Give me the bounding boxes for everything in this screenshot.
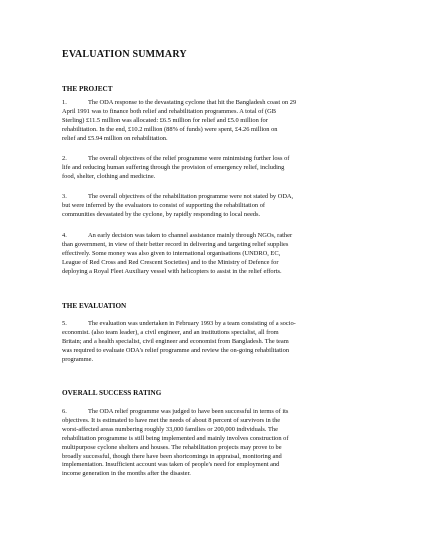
paragraph-line: but were inferred by the evaluators to consist of supporting the rehabilitation of — [62, 201, 266, 209]
paragraph-line: life and reducing human suffering through the provision of emergency relief, including — [62, 163, 285, 171]
paragraph-line: economist. (also team leader), a civil engineer, and an institutions specialist, all from — [62, 328, 279, 336]
section-heading-overall-success-rating: OVERALL SUCCESS RATING — [62, 389, 162, 397]
paragraph-number: 5. — [62, 320, 67, 327]
paragraph-line: communities devastated by the cyclone, by rapidly responding to local needs. — [62, 210, 261, 218]
paragraph-3 — [62, 193, 362, 220]
paragraph-line: programme. — [62, 355, 94, 363]
paragraph-line: objectives. It is estimated to have met the needs of about 8 percent of survivors in the — [62, 416, 281, 424]
paragraph-4 — [62, 232, 362, 277]
section-heading-the-project: THE PROJECT — [62, 85, 113, 93]
paragraph-line: worst-affected areas numbering roughly 33,000 families or 200,000 individuals. The — [62, 425, 278, 433]
paragraph-5 — [62, 320, 362, 365]
paragraph-line: relief and £5.94 million on rehabilitation. — [62, 134, 168, 142]
paragraph-line: multipurpose cyclone shelters and houses. The rehabilitation projects may prove to be — [62, 443, 282, 451]
paragraph-line: than government, in view of their better record in delivering and targeting relief supplies — [62, 240, 289, 248]
document-title: EVALUATION SUMMARY — [62, 49, 187, 60]
paragraph-number: 2. — [62, 155, 67, 162]
paragraph-line: implementation. Insufficient account was taken of people's need for employment and — [62, 461, 280, 469]
paragraph-line: income generation in the months after the disaster. — [62, 470, 191, 478]
paragraph-number: 1. — [62, 99, 67, 106]
paragraph-number: 4. — [62, 232, 67, 239]
paragraph-line: League of Red Cross and Red Crescent Societies) and to the Ministry of Defence for — [62, 258, 279, 266]
paragraph-line: An early decision was taken to channel assistance mainly through NGOs, rather — [88, 232, 293, 239]
paragraph-line: rehabilitation. In the end, £10.2 million (88% of funds) were spent, £4.26 million on — [62, 125, 278, 133]
paragraph-line: broadly successful, though there have been shortcomings in appraisal, monitoring and — [62, 452, 282, 460]
paragraph-line: The ODA relief programme was judged to have been successful in terms of its — [88, 408, 289, 415]
paragraph-line: Britain; and a health specialist, civil engineer and economist from Bangladesh. The team — [62, 337, 289, 345]
paragraph-line: Sterling) £11.5 million was allocated: £6.5 million for relief and £5.0 million for — [62, 116, 268, 124]
paragraph-line: The ODA response to the devastating cyclone that hit the Bangladesh coast on 29 — [88, 99, 297, 106]
paragraph-number: 6. — [62, 408, 67, 415]
paragraph-line: April 1991 was to finance both relief and rehabilitation programmes. A total of (GB — [62, 107, 277, 115]
section-heading-the-evaluation: THE EVALUATION — [62, 302, 127, 310]
paragraph-6 — [62, 408, 362, 479]
paragraph-line: The overall objectives of the rehabilitation programme were not stated by ODA, — [88, 193, 294, 200]
paragraph-number: 3. — [62, 193, 67, 200]
paragraph-1 — [62, 99, 362, 144]
paragraph-line: deploying a Royal Fleet Auxiliary vessel with helicopters to assist in the relief efforts. — [62, 267, 282, 275]
paragraph-line: The evaluation was undertaken in February 1993 by a team consisting of a socio- — [88, 320, 296, 327]
paragraph-line: rehabilitation programme is still being implemented and mainly involves construction of — [62, 434, 289, 442]
paragraph-line: was required to evaluate ODA's relief programme and review the on-going rehabilitation — [62, 346, 290, 354]
paragraph-line: effectively. Some money was also given to international organisations (UNDRO, EC, — [62, 249, 281, 257]
paragraph-line: food, shelter, clothing and medicine. — [62, 172, 156, 180]
paragraph-line: The overall objectives of the relief programme were minimising further loss of — [88, 155, 290, 162]
paragraph-2 — [62, 155, 362, 182]
